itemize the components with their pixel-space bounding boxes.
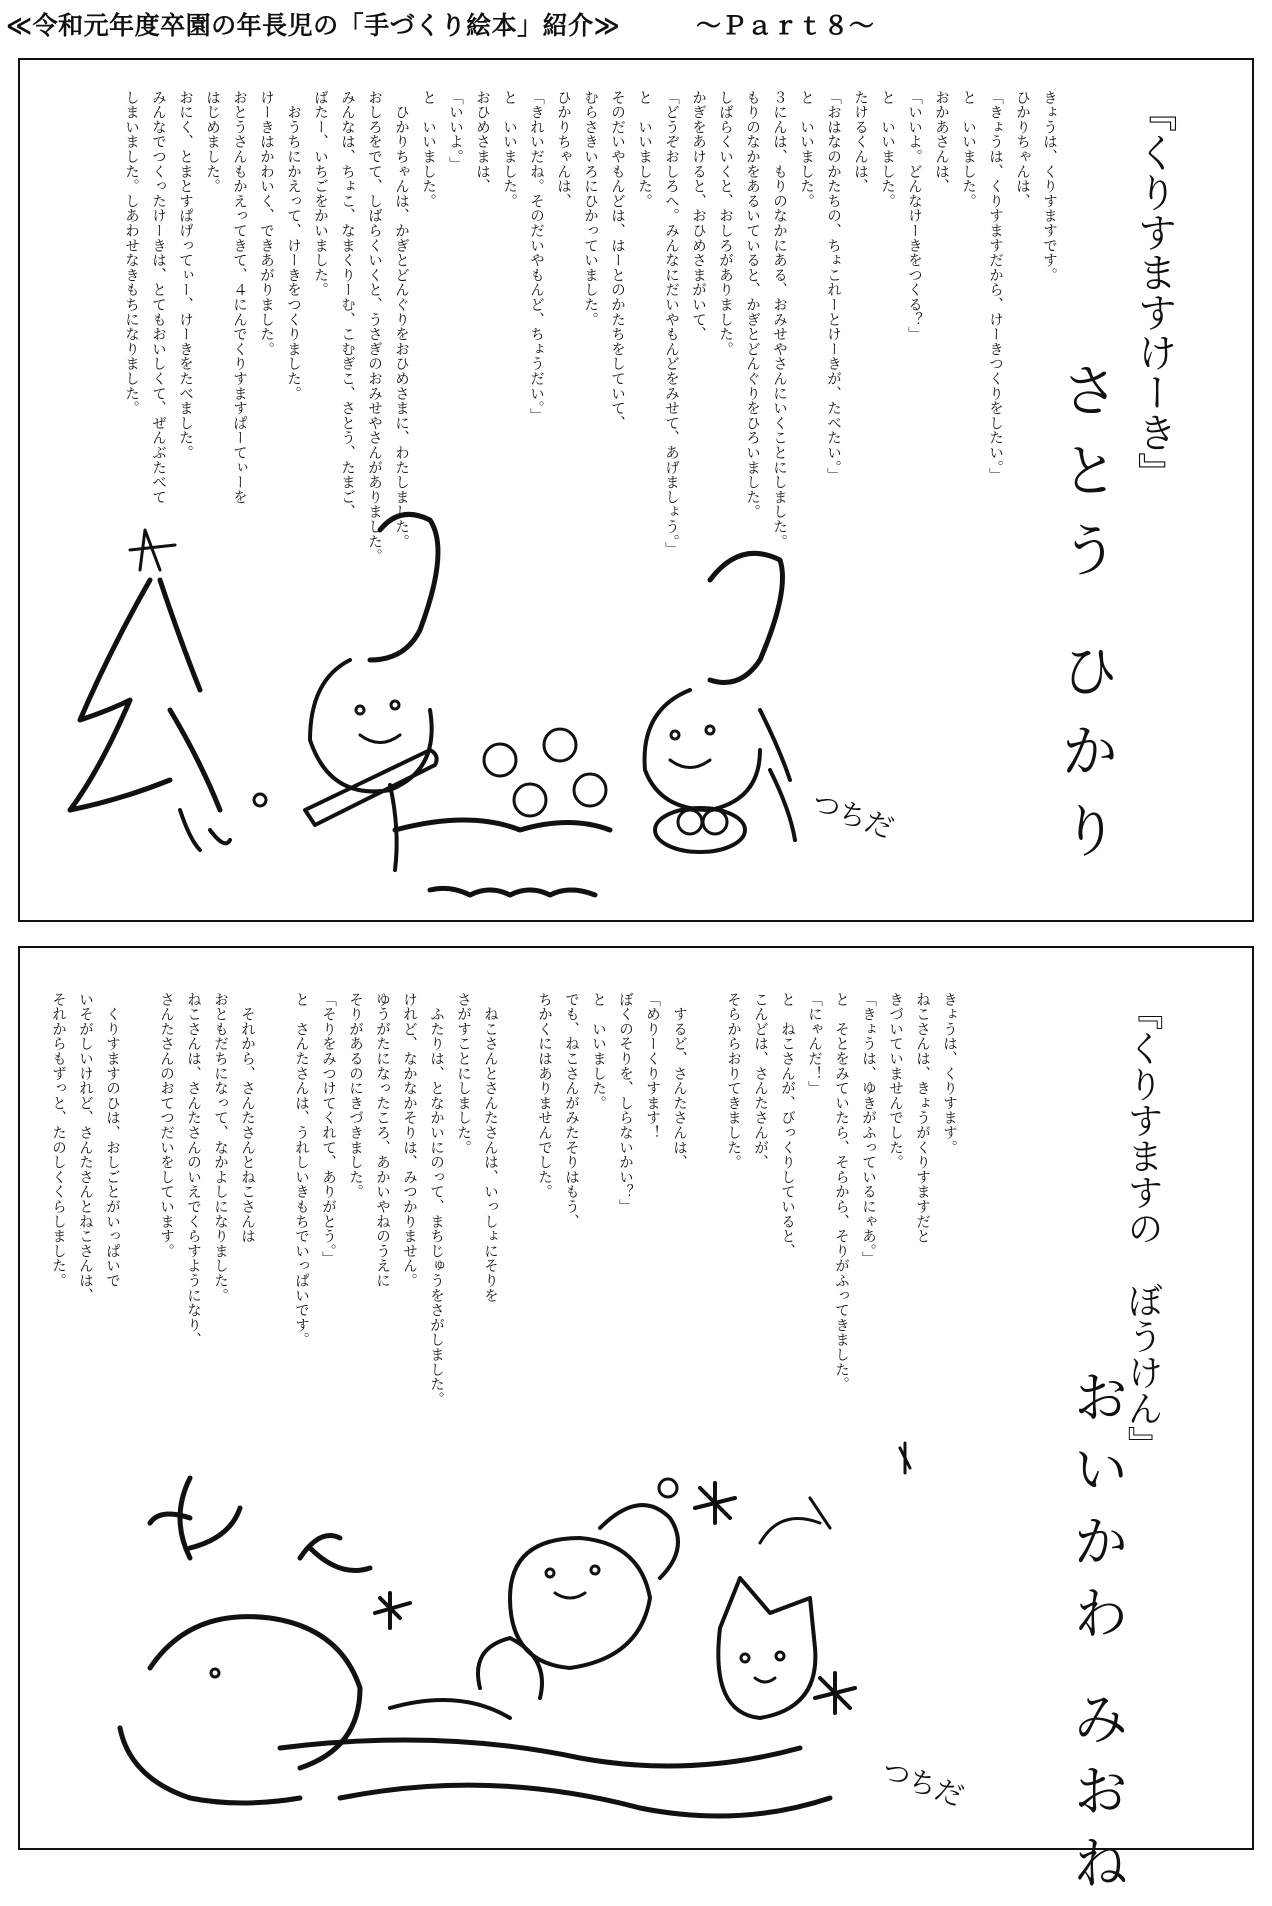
story-line: と ねこさんが、びっくりしていると、: [779, 992, 795, 1259]
story-line: と いいました。: [798, 90, 814, 209]
story-line: はじめました。: [204, 90, 220, 194]
story-line: それから、さんたさんとねこさんは: [239, 992, 255, 1244]
story-line: さがすことにしました。: [455, 992, 471, 1155]
story-line: こんどは、さんたさんが、: [752, 992, 768, 1170]
story-line: きょうは、くりすます。: [941, 992, 957, 1155]
story-line: 「にゃんだ！」: [806, 992, 822, 1096]
story-line: おひめさまは、: [474, 90, 490, 194]
story-line: でも、ねこさんがみたそりはもう、: [563, 992, 579, 1229]
story-line: ぼくのそりを、しらないかい？」: [617, 992, 633, 1214]
story-line: けれど、なかなかそりは、みつかりません。: [401, 992, 417, 1288]
story-line: おともだちになって、なかよしになりました。: [212, 992, 228, 1303]
story-line: するど、さんたさんは、: [671, 992, 687, 1170]
story-line: みんなは、ちょこ、なまくりーむ、こむぎこ、さとう、たまご、: [339, 90, 355, 520]
story-line: と そとをみていたら、そらから、そりがふってきました。: [833, 992, 849, 1392]
story2-author: おいかわ みおね: [1064, 1368, 1129, 1906]
story-line: ねこさんとさんたさんは、いっしょにそりを: [482, 992, 498, 1303]
story-line: と いいました。: [879, 90, 895, 209]
story-line: と いいました。: [960, 90, 976, 209]
story-line: ３にんは、もりのなかにある、おみせやさんにいくことにしました。: [771, 90, 787, 549]
story-line: 「そりをみつけてくれて、ありがとう。」: [320, 992, 336, 1266]
story-line: ばたー、いちごをかいました。: [312, 90, 328, 298]
story1-text: [117, 90, 1062, 564]
header-title: ≪令和元年度卒園の年長児の「手づくり絵本」紹介≫: [6, 11, 621, 40]
story1-signature: つちだ: [807, 785, 898, 846]
story-line: [503, 992, 530, 1472]
story-line: もりのなかをあるいていると、かぎとどんぐりをひろいました。: [744, 90, 760, 520]
story-line: 「きょうは、くりすますだから、けーきつくりをしたい。」: [987, 90, 1003, 483]
story-line: 「めりーくりすます！: [644, 992, 660, 1140]
story1-title: 『くりすますけーき』: [1131, 92, 1177, 492]
story-line: ねこさんは、さんたさんのいえでくらすようになり、: [185, 992, 201, 1348]
story2-signature: つちだ: [877, 1753, 968, 1814]
page-header: [6, 6, 1266, 46]
story-line: と いいました。: [590, 992, 606, 1111]
story-panel-adventure: [18, 946, 1254, 1906]
story-line: おとうさんもかえってきて、４にんでくりすますぱーてぃーを: [231, 90, 247, 505]
baking-illustration: [50, 510, 980, 920]
story-line: 「きれいだね。そのだいやもんど、ちょうだい。」: [528, 90, 544, 424]
story-line: と いいました。: [501, 90, 517, 209]
story-line: いそがしいけれど、さんたさんとねこさんは、: [77, 992, 93, 1303]
story2-title: 『くりすますの ぼうけん』: [1122, 994, 1163, 1462]
story-line: おうちにかえって、けーきをつくりました。: [285, 90, 301, 401]
story-line: たけるくんは、: [852, 90, 868, 194]
story-line: おしろをでて、しばらくいくと、うさぎのおみせやさんがありました。: [366, 90, 382, 564]
story-line: むらさきいろにひかっていました。: [582, 90, 598, 327]
story-line: ちかくにはありませんでした。: [536, 992, 552, 1200]
story-line: と いいました。: [636, 90, 652, 209]
story-line: ひかりちゃんは、: [1014, 90, 1030, 209]
story-line: しばらくいくと、おしろがありました。: [717, 90, 733, 357]
story-line: かぎをあけると、おひめさまがいて、: [690, 90, 706, 342]
story-line: [692, 992, 719, 1472]
story-line: ゆうがたになったころ、あかいやねのうえに: [374, 992, 390, 1288]
story-line: さんたさんのおてつだいをしています。: [158, 992, 174, 1259]
story-line: 「どうぞおしろへ。みんなにだいやもんどをみせて、あげましょう。」: [663, 90, 679, 557]
story-line: しまいました。しあわせなきもちになりました。: [123, 90, 139, 416]
story-line: くりすますのひは、おしごとがいっぱいで: [104, 992, 120, 1288]
story-line: 「いいよ。」: [447, 90, 463, 172]
story-line: と いいました。: [420, 90, 436, 209]
header-part-label: ～Ｐａｒｔ８～: [696, 11, 875, 40]
story-line: ふたりは、となかいにのって、まちじゅうをさがしました。: [428, 992, 444, 1407]
story-line: けーきはかわいく、できあがりました。: [258, 90, 274, 357]
story-line: きょうは、くりすますです。: [1041, 90, 1057, 283]
story-line: おかあさんは、: [933, 90, 949, 194]
story-line: そりがあるのにきづきました。: [347, 992, 363, 1200]
story-line: 「いいよ。どんなけーきをつくる？」: [906, 90, 922, 342]
story-panel-cake: [18, 58, 1254, 922]
story-line: 「おはなのかたちの、ちょこれーとけーきが、たべたい。」: [825, 90, 841, 483]
story-line: それからもずっと、たのしくくらしました。: [50, 992, 66, 1288]
story-line: [125, 992, 152, 1472]
story-line: きづいていませんでした。: [887, 992, 903, 1170]
story-line: [260, 992, 287, 1472]
story-line: みんなでつくったけーきは、とてもおいしくて、ぜんぶたべて: [150, 90, 166, 505]
story2-text: [44, 992, 962, 1472]
story-line: そのだいやもんどは、はーとのかたちをしていて、: [609, 90, 625, 431]
story-line: と さんたさんは、うれしいきもちでいっぱいです。: [293, 992, 309, 1348]
story1-author: さとう ひかり: [1051, 360, 1119, 881]
santa-illustration: [40, 1428, 1020, 1848]
story-line: 「きょうは、ゆきがふっているにゃあ。」: [860, 992, 876, 1266]
story-line: ねこさんは、きょうがくりすますだと: [914, 992, 930, 1244]
story-line: ひかりちゃんは、かぎとどんぐりをおひめさまに、わたしました。: [393, 90, 409, 549]
story-line: おにく、とまとすぱげってぃー、けーきをたべました。: [177, 90, 193, 460]
story-line: そらからおりてきました。: [725, 992, 741, 1170]
story-line: ひかりちゃんは、: [555, 90, 571, 209]
